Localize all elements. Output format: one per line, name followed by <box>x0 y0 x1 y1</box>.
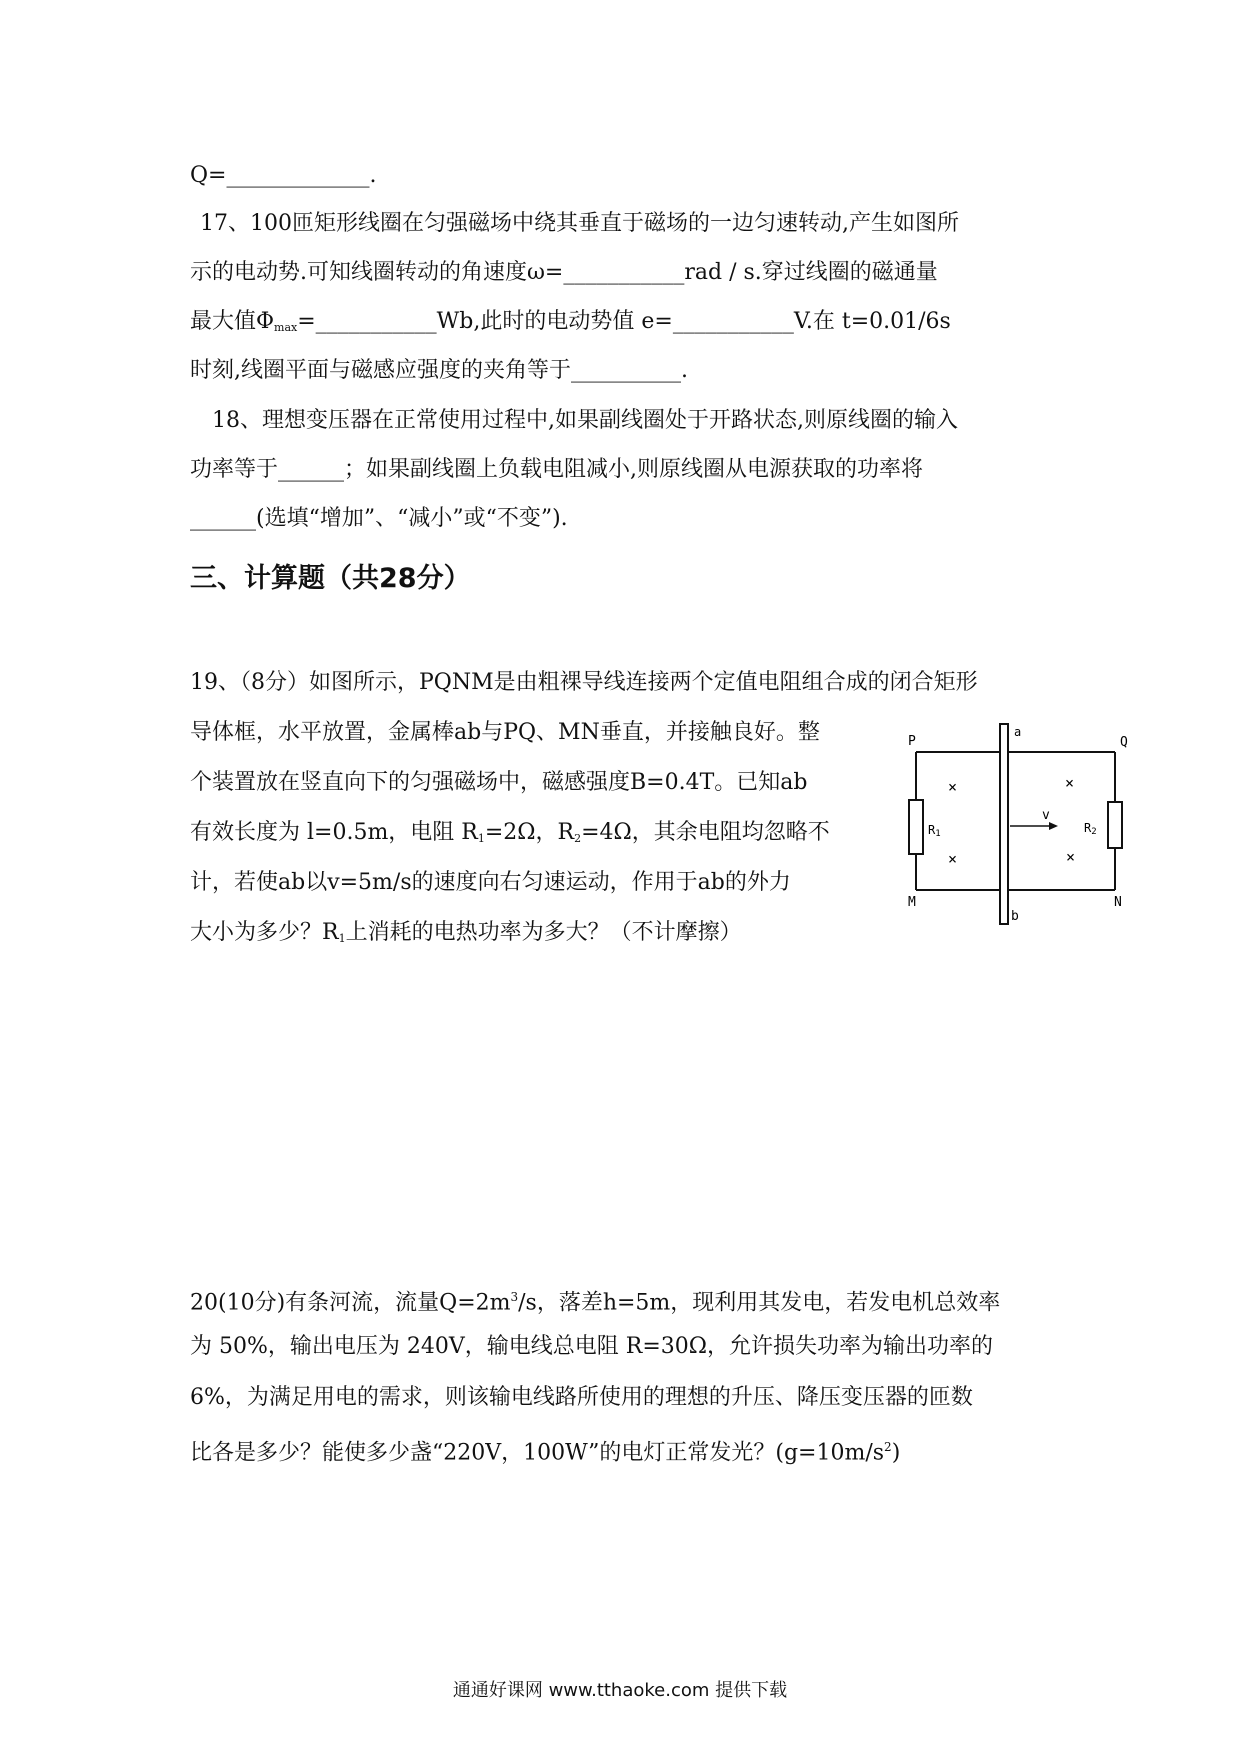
q17-line-4: 时刻,线圈平面与磁感应强度的夹角等于__________. <box>190 358 688 383</box>
q16-answer-line: Q=_____________. <box>190 163 377 188</box>
label-q: Q <box>1120 735 1128 750</box>
q19-line-4-start: 有效长度为 l=0.5m，电阻 R <box>190 820 478 845</box>
q20-line-1-end: /s，落差h=5m，现利用其发电，若发电机总效率 <box>518 1290 1001 1316</box>
label-r2 <box>1084 821 1097 837</box>
velocity-arrowhead <box>1049 822 1058 830</box>
section-heading: 三、计算题（共28分） <box>190 563 471 594</box>
q19-line-4-mid: =2Ω，R <box>484 820 575 845</box>
footer-source: 通通好课网 www.tthaoke.com 提供下载 <box>452 1680 788 1701</box>
label-m: M <box>908 895 916 910</box>
label-r1 <box>928 823 941 839</box>
q19-line-1: 19、（8分）如图所示，PQNM是由粗裸导线连接两个定值电阻组合成的闭合矩形 <box>190 670 978 695</box>
q17-line-3 <box>190 307 951 343</box>
q17-line-3-end: =___________Wb,此时的电动势值 e=___________V.在 t=0.01/6s <box>297 309 951 334</box>
q20-line-1 <box>190 1282 1000 1318</box>
cubic-superscript: 3 <box>510 1290 519 1304</box>
q19-line-6 <box>190 918 742 954</box>
field-mark-4: × <box>1066 848 1076 866</box>
label-r2-sub: 2 <box>1091 827 1097 837</box>
label-p: P <box>908 734 916 749</box>
q19-line-6-end: 上消耗的电热功率为多大？（不计摩擦） <box>345 920 742 945</box>
q18-line-1: 18、理想变压器在正常使用过程中,如果副线圈处于开路状态,则原线圈的输入 <box>212 408 958 433</box>
q19-line-4-end: =4Ω，其余电阻均忽略不 <box>581 820 830 845</box>
label-a: a <box>1014 725 1022 739</box>
field-mark-2: × <box>948 850 958 868</box>
square-superscript: 2 <box>884 1440 892 1454</box>
q18-line-2: 功率等于______；如果副线圈上负载电阻减小,则原线圈从电源获取的功率将 <box>190 457 923 482</box>
q19-line-3: 个装置放在竖直向下的匀强磁场中，磁感强度B=0.4T。已知ab <box>190 770 808 795</box>
q17-line-1: 17、100匝矩形线圈在匀强磁场中绕其垂直于磁场的一边匀速转动,产生如图所 <box>200 211 959 236</box>
circuit-diagram <box>900 722 1140 932</box>
field-mark-3: × <box>1065 774 1075 792</box>
r1-subscript: 1 <box>477 832 485 845</box>
q20-line-4-end: ) <box>891 1440 901 1466</box>
label-n: N <box>1114 895 1122 910</box>
q18-line-3: ______(选填“增加”、“减小”或“不变”). <box>190 506 568 531</box>
label-r2-letter: R <box>1084 821 1092 835</box>
q19-line-2: 导体框，水平放置，金属棒ab与PQ、MN垂直，并接触良好。整 <box>190 720 820 745</box>
label-r1-letter: R <box>928 823 936 837</box>
resistor-r2 <box>1108 802 1122 848</box>
q19-line-5: 计，若使ab以v=5m/s的速度向右匀速运动，作用于ab的外力 <box>190 870 791 895</box>
q20-line-4 <box>190 1432 900 1468</box>
q17-line-2: 示的电动势.可知线圈转动的角速度ω=___________rad / s.穿过线圈的磁通量 <box>190 260 938 285</box>
label-r1-sub: 1 <box>935 829 941 839</box>
r1-subscript-2: 1 <box>338 932 346 945</box>
q19-line-6-start: 大小为多少？R <box>190 920 339 945</box>
q19-line-4 <box>190 818 830 854</box>
phi-max-subscript: max <box>274 321 298 334</box>
q20-line-1-start: 20(10分)有条河流，流量Q=2m <box>190 1290 511 1316</box>
q17-line-3-start: 最大值Φ <box>190 309 275 334</box>
label-v: v <box>1042 808 1050 823</box>
metal-rod-ab <box>1000 724 1008 924</box>
q20-line-2: 为 50%，输出电压为 240V，输电线总电阻 R=30Ω，允许损失功率为输出功率的 <box>190 1334 993 1359</box>
field-mark-1: × <box>948 778 958 796</box>
q20-line-3: 6%，为满足用电的需求，则该输电线路所使用的理想的升压、降压变压器的匝数 <box>190 1385 973 1410</box>
label-b: b <box>1011 909 1019 924</box>
resistor-r1 <box>909 800 923 854</box>
r2-subscript: 2 <box>574 832 582 845</box>
q20-line-4-start: 比各是多少？能使多少盏“220V，100W”的电灯正常发光？(g=10m/s <box>190 1440 885 1466</box>
